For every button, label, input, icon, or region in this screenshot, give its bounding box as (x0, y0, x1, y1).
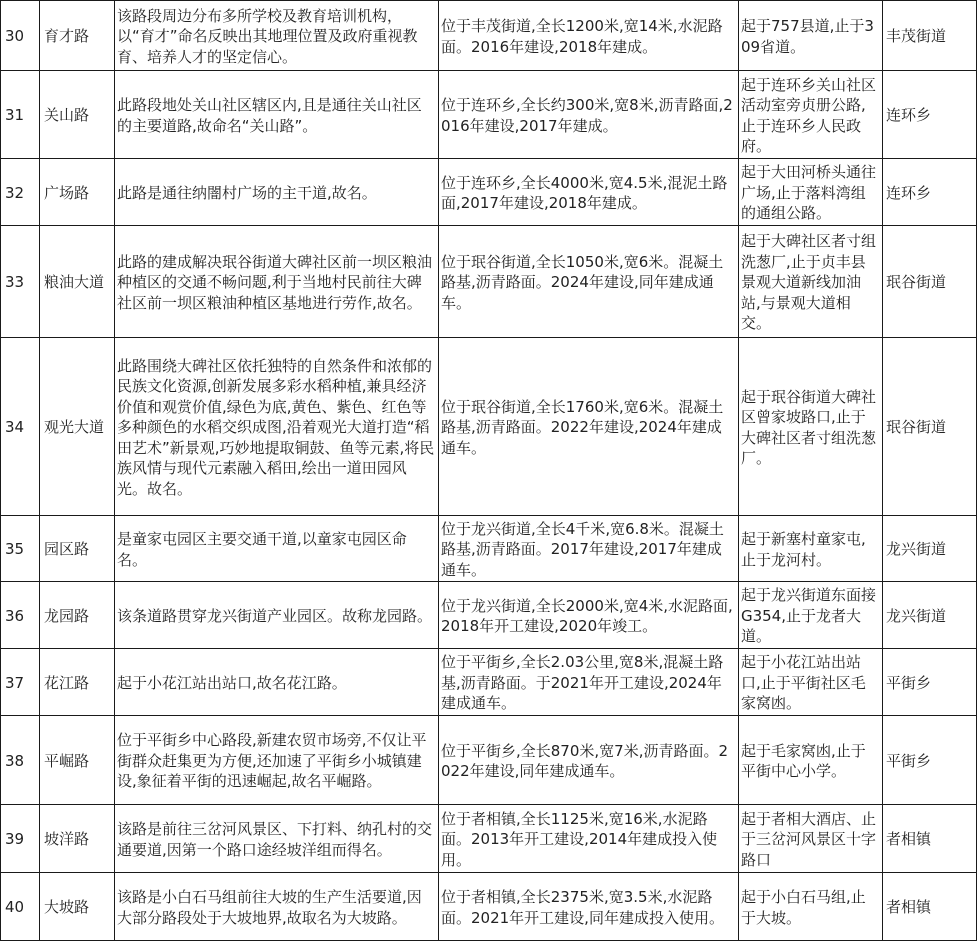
name-origin: 此路是通往纳闇村广场的主干道,故名。 (115, 159, 439, 226)
name-origin: 该路是前往三岔河风景区、下打料、纳孔村的交通要道,因第一个路口途经坡洋组而得名。 (115, 805, 439, 873)
row-number: 40 (1, 873, 40, 941)
road-start-end: 起于连环乡关山社区活动室旁贞册公路,止于连环乡人民政府。 (739, 71, 883, 159)
road-overview: 位于龙兴街道,全长2000米,宽4米,水泥路面,2018年开工建设,2020年竣工。 (439, 582, 739, 649)
name-origin: 该路段周边分布多所学校及教育培训机构，以“育才”命名反映出其地理位置及政府重视教育、培养人才的坚定信心。 (115, 1, 439, 71)
road-overview: 位于连环乡,全长4000米,宽4.5米,混泥土路面,2017年建设,2018年建成。 (439, 159, 739, 226)
road-overview: 位于连环乡,全长约300米,宽8米,沥青路面,2016年建设,2017年建成。 (439, 71, 739, 159)
table-row (1, 71, 977, 159)
road-start-end: 起于小白石马组,止于大坡。 (739, 873, 883, 941)
name-origin: 是童家屯园区主要交通干道,以童家屯园区命名。 (115, 516, 439, 582)
road-overview: 位于者相镇,全长1125米,宽16米,水泥路面。2013年开工建设,2014年建成投入使用。 (439, 805, 739, 873)
road-start-end: 起于新塞村童家屯,止于龙河村。 (739, 516, 883, 582)
road-overview: 位于龙兴街道,全长4千米,宽6.8米。混凝土路基,沥青路面。2017年建设,2017年建成通车。 (439, 516, 739, 582)
road-name: 花江路 (40, 649, 115, 716)
road-location: 平街乡 (883, 649, 977, 716)
road-location: 连环乡 (883, 159, 977, 226)
road-location: 珉谷街道 (883, 338, 977, 516)
road-overview: 位于平街乡,全长870米,宽7米,沥青路面。2022年建设,同年建成通车。 (439, 716, 739, 805)
road-overview: 位于者相镇,全长2375米,宽3.5米,水泥路面。2021年开工建设,同年建成投入使用。 (439, 873, 739, 941)
road-start-end: 起于大碑社区者寸组洗葱厂,止于贞丰县景观大道新线加油站,与景观大道相交。 (739, 226, 883, 338)
table-row (1, 649, 977, 716)
name-origin: 该条道路贯穿龙兴街道产业园区。故称龙园路。 (115, 582, 439, 649)
row-number: 35 (1, 516, 40, 582)
road-overview: 位于珉谷街道,全长1760米,宽6米。混凝土路基,沥青路面。2022年建设,2024年建成通车。 (439, 338, 739, 516)
name-origin: 此路围绕大碑社区依托独特的自然条件和浓郁的民族文化资源,创新发展多彩水稻种植,兼具经济价值和观赏价值,绿色为底,黄色、紫色、红色等多种颜色的水稻交织成图,沿着观光大道打造“稻田艺术”新景观,巧妙地提取铜鼓、鱼等元素,将民族风情与现代元素融入稻田,绘出一道田园风光。故名。 (115, 338, 439, 516)
table-row (1, 716, 977, 805)
name-origin: 该路是小白石马组前往大坡的生产生活要道,因大部分路段处于大坡地界,故取名为大坡路。 (115, 873, 439, 941)
table-row (1, 1, 977, 71)
road-name: 观光大道 (40, 338, 115, 516)
name-origin: 此路段地处关山社区辖区内,且是通往关山社区的主要道路,故命名“关山路”。 (115, 71, 439, 159)
road-start-end: 起于大田河桥头通往广场,止于落料湾组的通组公路。 (739, 159, 883, 226)
road-location: 者相镇 (883, 873, 977, 941)
road-name: 平崛路 (40, 716, 115, 805)
row-number: 37 (1, 649, 40, 716)
row-number: 38 (1, 716, 40, 805)
row-number: 30 (1, 1, 40, 71)
row-number: 33 (1, 226, 40, 338)
table-row (1, 159, 977, 226)
table-row (1, 873, 977, 941)
name-origin: 位于平街乡中心路段,新建农贸市场旁,不仅让平街群众赶集更为方便,还加速了平街乡小城镇建设,象征着平街的迅速崛起,故名平崛路。 (115, 716, 439, 805)
table-row (1, 805, 977, 873)
road-start-end: 起于757县道,止于309省道。 (739, 1, 883, 71)
table-row (1, 338, 977, 516)
road-start-end: 起于龙兴街道东面接G354,止于龙者大道。 (739, 582, 883, 649)
road-location: 丰茂街道 (883, 1, 977, 71)
road-overview: 位于珉谷街道,全长1050米,宽6米。混凝土路基,沥青路面。2024年建设,同年建成通车。 (439, 226, 739, 338)
road-name: 大坡路 (40, 873, 115, 941)
road-name: 粮油大道 (40, 226, 115, 338)
road-name: 育才路 (40, 1, 115, 71)
road-overview: 位于平街乡,全长2.03公里,宽8米,混凝土路基,沥青路面。于2021年开工建设,2024年建成通车。 (439, 649, 739, 716)
road-start-end: 起于小花江站出站口,止于平街社区毛家窝凼。 (739, 649, 883, 716)
row-number: 34 (1, 338, 40, 516)
row-number: 36 (1, 582, 40, 649)
row-number: 39 (1, 805, 40, 873)
road-start-end: 起于者相大酒店、止于三岔河风景区十字路口 (739, 805, 883, 873)
road-location: 连环乡 (883, 71, 977, 159)
table-body (1, 1, 977, 941)
table-row (1, 582, 977, 649)
road-location: 平街乡 (883, 716, 977, 805)
road-location: 者相镇 (883, 805, 977, 873)
road-name: 坡洋路 (40, 805, 115, 873)
row-number: 31 (1, 71, 40, 159)
name-origin: 起于小花江站出站口,故名花江路。 (115, 649, 439, 716)
road-name: 广场路 (40, 159, 115, 226)
road-start-end: 起于珉谷街道大碑社区曾家坡路口,止于大碑社区者寸组洗葱厂。 (739, 338, 883, 516)
road-location: 珉谷街道 (883, 226, 977, 338)
road-name: 关山路 (40, 71, 115, 159)
road-overview: 位于丰茂街道,全长1200米,宽14米,水泥路面。2016年建设,2018年建成。 (439, 1, 739, 71)
name-origin: 此路的建成解决珉谷街道大碑社区前一坝区粮油种植区的交通不畅问题,利于当地村民前往大碑社区前一坝区粮油种植区基地进行劳作,故名。 (115, 226, 439, 338)
road-location: 龙兴街道 (883, 582, 977, 649)
road-name: 龙园路 (40, 582, 115, 649)
table-row (1, 516, 977, 582)
road-start-end: 起于毛家窝凼,止于平街中心小学。 (739, 716, 883, 805)
table-row (1, 226, 977, 338)
road-location: 龙兴街道 (883, 516, 977, 582)
row-number: 32 (1, 159, 40, 226)
road-name: 园区路 (40, 516, 115, 582)
